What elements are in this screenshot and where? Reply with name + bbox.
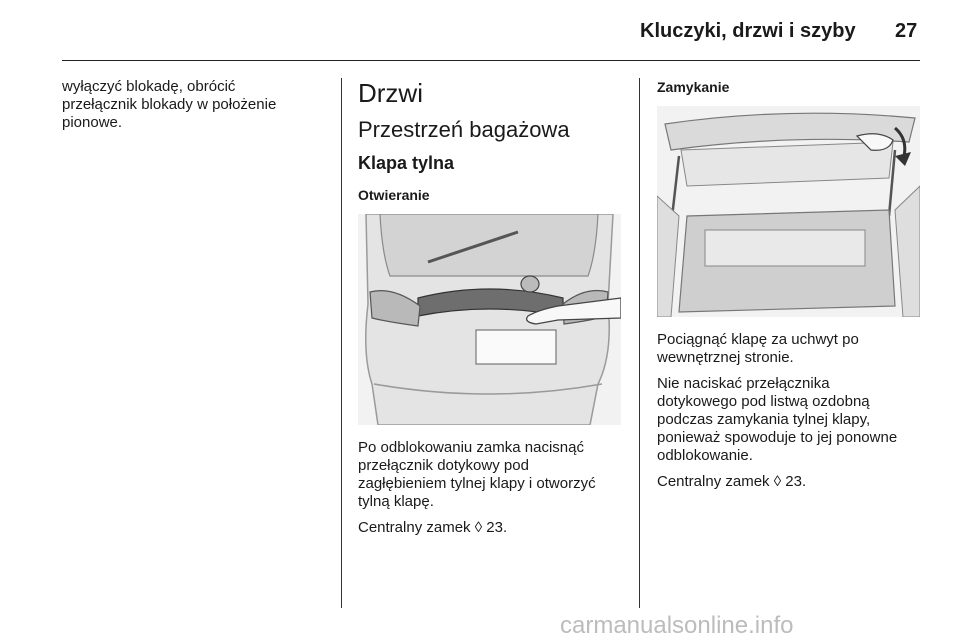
column-2 xyxy=(358,78,628,545)
site-watermark: carmanualsonline.info xyxy=(560,612,794,639)
tailgate-closing-illustration xyxy=(657,106,920,317)
text-line: przełącznik blokady w położenie xyxy=(62,96,277,113)
text-line: ponieważ spowoduje to jej ponowne xyxy=(657,429,898,446)
text-line: Pociągnąć klapę za uchwyt po xyxy=(657,331,859,348)
subheading-closing: Zamykanie xyxy=(657,79,730,95)
tailgate-opening-illustration xyxy=(358,214,621,425)
cross-reference: Centralny zamek ◊ 23. xyxy=(358,519,508,536)
text-line: tylną klapę. xyxy=(358,493,434,510)
cross-reference: Centralny zamek ◊ 23. xyxy=(657,473,807,490)
text-line: Po odblokowaniu zamka nacisnąć xyxy=(358,439,584,456)
instruction-paragraph xyxy=(657,331,922,367)
text-line: przełącznik dotykowy pod xyxy=(358,457,529,474)
header-rule xyxy=(62,60,920,61)
warning-paragraph xyxy=(657,375,922,465)
text-line: Nie naciskać przełącznika xyxy=(657,375,830,392)
page-header-title: Kluczyki, drzwi i szyby xyxy=(640,20,856,42)
section-title: Drzwi xyxy=(358,78,423,108)
text-line: zagłębieniem tylnej klapy i otworzyć xyxy=(358,475,596,492)
subheading-opening: Otwieranie xyxy=(358,187,430,203)
text-line: podczas zamykania tylnej klapy, xyxy=(657,411,871,428)
column-1 xyxy=(62,78,332,140)
text-line: wyłączyć blokadę, obrócić xyxy=(62,78,236,95)
column-3 xyxy=(657,78,922,499)
text-line: odblokowanie. xyxy=(657,447,753,464)
column-divider-right xyxy=(639,78,640,608)
instruction-paragraph xyxy=(358,439,628,511)
text-line: dotykowego pod listwą ozdobną xyxy=(657,393,870,410)
continued-paragraph xyxy=(62,78,332,132)
column-divider-left xyxy=(341,78,342,608)
text-line: pionowe. xyxy=(62,114,123,131)
topic-title: Klapa tylna xyxy=(358,153,455,173)
subsection-title: Przestrzeń bagażowa xyxy=(358,117,570,142)
page-number: 27 xyxy=(895,20,918,42)
text-line: wewnętrznej stronie. xyxy=(657,349,794,366)
